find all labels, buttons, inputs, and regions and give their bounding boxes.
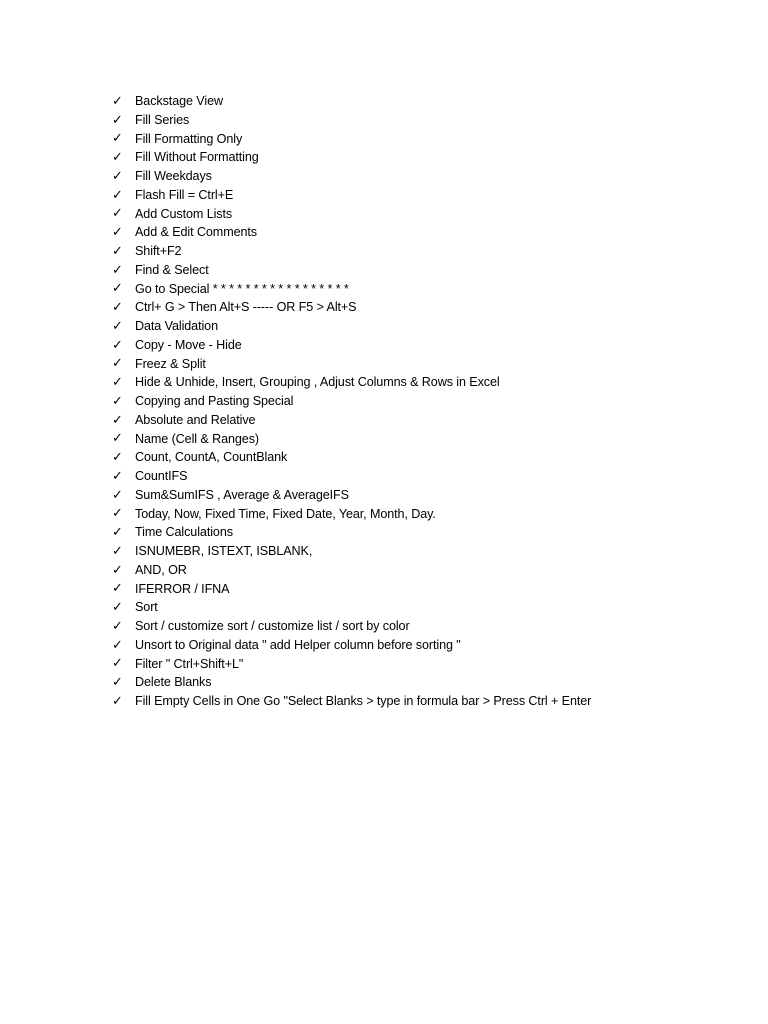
checkmark-icon: ✓ bbox=[112, 656, 123, 672]
checklist-item bbox=[112, 505, 591, 524]
checklist-item bbox=[112, 280, 591, 299]
checkmark-icon: ✓ bbox=[112, 543, 123, 559]
checkmark-icon: ✓ bbox=[112, 637, 123, 653]
checklist-item bbox=[112, 655, 591, 674]
checkmark-icon: ✓ bbox=[112, 525, 123, 541]
checklist-item-text: Sort bbox=[135, 600, 158, 615]
checklist-item bbox=[112, 130, 591, 149]
checkmark-icon: ✓ bbox=[112, 562, 123, 578]
checklist-item-text: Today, Now, Fixed Time, Fixed Date, Year, Month, Day. bbox=[135, 506, 436, 521]
checkmark-icon: ✓ bbox=[112, 450, 123, 466]
checklist-item-text: IFERROR / IFNA bbox=[135, 581, 230, 596]
checklist-item-text: Delete Blanks bbox=[135, 675, 212, 690]
checklist-item-text: Backstage View bbox=[135, 94, 223, 109]
checklist-item-text: Filter " Ctrl+Shift+L" bbox=[135, 656, 244, 671]
checkmark-icon: ✓ bbox=[112, 693, 123, 709]
checkmark-icon: ✓ bbox=[112, 281, 123, 297]
checklist-item-text: Copy - Move - Hide bbox=[135, 337, 242, 352]
checklist-item-text: Time Calculations bbox=[135, 525, 233, 540]
checklist-item-text: Name (Cell & Ranges) bbox=[135, 431, 259, 446]
checklist-item bbox=[112, 411, 591, 430]
checkmark-icon: ✓ bbox=[112, 225, 123, 241]
checklist-item-text: Sum&SumIFS , Average & AverageIFS bbox=[135, 487, 349, 502]
checklist-item-text: Hide & Unhide, Insert, Grouping , Adjust Columns & Rows in Excel bbox=[135, 375, 500, 390]
checklist-item-text: Count, CountA, CountBlank bbox=[135, 450, 288, 465]
checklist-item bbox=[112, 673, 591, 692]
checklist-item-text: Data Validation bbox=[135, 319, 218, 334]
checklist-item bbox=[112, 542, 591, 561]
checklist-item-text: Copying and Pasting Special bbox=[135, 394, 294, 409]
checklist-item bbox=[112, 448, 591, 467]
checklist-item-text: Ctrl+ G > Then Alt+S ----- OR F5 > Alt+S bbox=[135, 300, 357, 315]
checklist-item bbox=[112, 692, 591, 711]
checklist-item bbox=[112, 298, 591, 317]
checklist-item bbox=[112, 336, 591, 355]
checklist-item-text: Fill Empty Cells in One Go "Select Blanks > type in formula bar > Press Ctrl + Enter bbox=[135, 694, 592, 709]
checklist-item-text: Flash Fill = Ctrl+E bbox=[135, 187, 234, 202]
checkmark-icon: ✓ bbox=[112, 600, 123, 616]
checkmark-icon: ✓ bbox=[112, 93, 123, 109]
checklist-item-text: Fill Formatting Only bbox=[135, 131, 243, 146]
checkmark-icon: ✓ bbox=[112, 150, 123, 166]
checklist-item-text: Unsort to Original data " add Helper column before sorting " bbox=[135, 637, 461, 652]
checklist-item-text: Sort / customize sort / customize list / sort by color bbox=[135, 619, 410, 634]
checklist-item bbox=[112, 242, 591, 261]
checklist-item bbox=[112, 430, 591, 449]
checkmark-icon: ✓ bbox=[112, 675, 123, 691]
checklist-item-text: Fill Weekdays bbox=[135, 169, 212, 184]
checkmark-icon: ✓ bbox=[112, 375, 123, 391]
checklist-item-text: Add Custom Lists bbox=[135, 206, 233, 221]
checkmark-icon: ✓ bbox=[112, 187, 123, 203]
checklist-item bbox=[112, 167, 591, 186]
checklist-item-text: Fill Series bbox=[135, 112, 190, 127]
checkmark-icon: ✓ bbox=[112, 431, 123, 447]
checklist-item-text: AND, OR bbox=[135, 562, 187, 577]
checkmark-icon: ✓ bbox=[112, 243, 123, 259]
checklist-item bbox=[112, 111, 591, 130]
checklist-item bbox=[112, 580, 591, 599]
checklist-item bbox=[112, 317, 591, 336]
checklist-item bbox=[112, 523, 591, 542]
checklist-item-text: Freez & Split bbox=[135, 356, 206, 371]
checklist-item-text: Absolute and Relative bbox=[135, 412, 256, 427]
checklist-item bbox=[112, 617, 591, 636]
checklist-item bbox=[112, 261, 591, 280]
checklist-item-text: Add & Edit Comments bbox=[135, 225, 257, 240]
checklist-item bbox=[112, 636, 591, 655]
checkmark-icon: ✓ bbox=[112, 206, 123, 222]
checkmark-icon: ✓ bbox=[112, 112, 123, 128]
checkmark-icon: ✓ bbox=[112, 131, 123, 147]
checkmark-icon: ✓ bbox=[112, 487, 123, 503]
checklist-item bbox=[112, 598, 591, 617]
checkmark-icon: ✓ bbox=[112, 412, 123, 428]
checkmark-icon: ✓ bbox=[112, 318, 123, 334]
checkmark-icon: ✓ bbox=[112, 300, 123, 316]
checkmark-icon: ✓ bbox=[112, 262, 123, 278]
checklist-item bbox=[112, 467, 591, 486]
checklist-item bbox=[112, 186, 591, 205]
checklist-item-text: Shift+F2 bbox=[135, 244, 182, 259]
checkmark-icon: ✓ bbox=[112, 168, 123, 184]
checkmark-icon: ✓ bbox=[112, 581, 123, 597]
checklist-item bbox=[112, 373, 591, 392]
checklist-item bbox=[112, 561, 591, 580]
checklist-item bbox=[112, 148, 591, 167]
checkmark-icon: ✓ bbox=[112, 468, 123, 484]
checklist-item bbox=[112, 205, 591, 224]
checkmark-icon: ✓ bbox=[112, 356, 123, 372]
checklist-item bbox=[112, 355, 591, 374]
checklist-item-text: ISNUMEBR, ISTEXT, ISBLANK, bbox=[135, 544, 313, 559]
checkmark-icon: ✓ bbox=[112, 506, 123, 522]
checklist-item bbox=[112, 92, 591, 111]
checkmark-icon: ✓ bbox=[112, 337, 123, 353]
checklist-item bbox=[112, 392, 591, 411]
checklist-item-text: Go to Special * * * * * * * * * * * * * * * * * bbox=[135, 281, 349, 296]
checklist-item bbox=[112, 223, 591, 242]
checklist-item bbox=[112, 486, 591, 505]
checkmark-icon: ✓ bbox=[112, 393, 123, 409]
checkmark-icon: ✓ bbox=[112, 618, 123, 634]
checklist-item-text: Fill Without Formatting bbox=[135, 150, 259, 165]
checklist-item-text: CountIFS bbox=[135, 469, 188, 484]
checklist-item-text: Find & Select bbox=[135, 262, 209, 277]
checklist bbox=[112, 92, 591, 711]
